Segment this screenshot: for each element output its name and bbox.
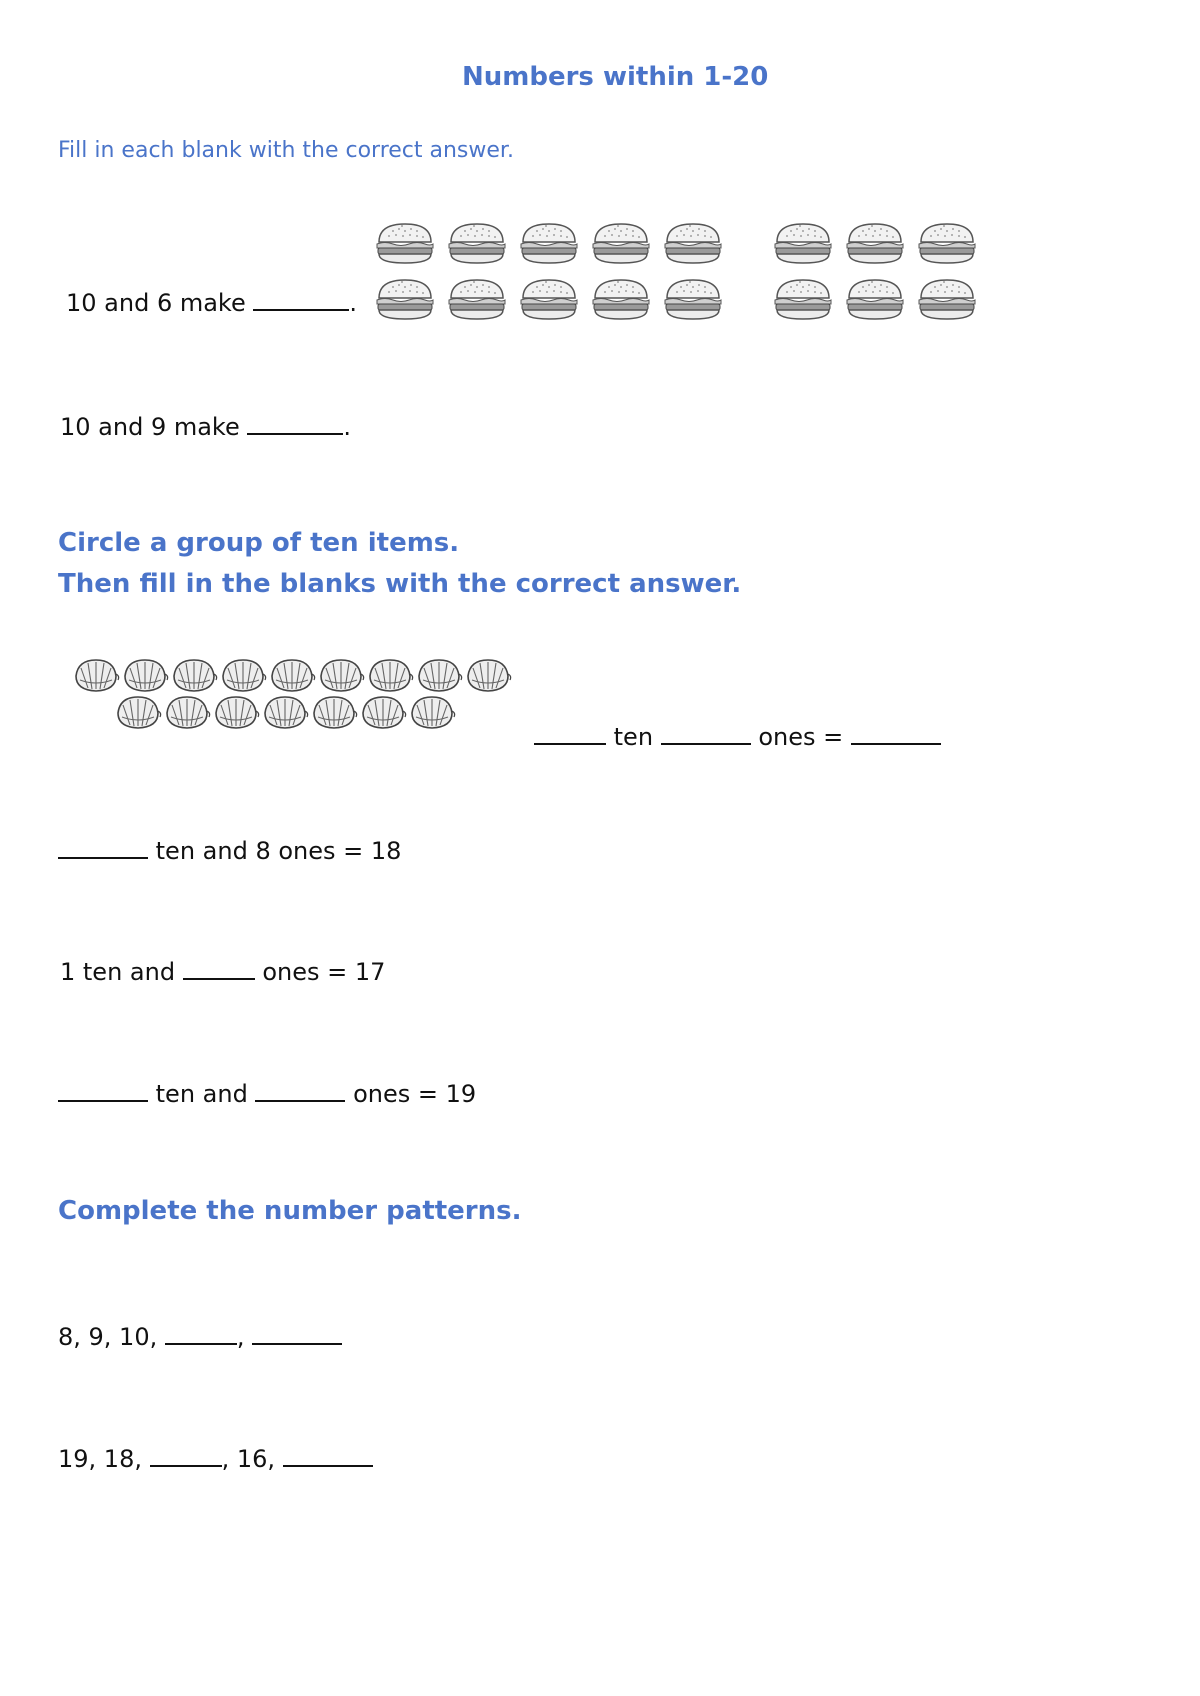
word-ten: ten: [613, 723, 654, 752]
shell-icon: [261, 693, 309, 731]
pattern-text: 8, 9, 10,: [58, 1323, 158, 1352]
total-blank[interactable]: [851, 718, 941, 745]
burger-group: [375, 222, 985, 332]
burger-icon: [375, 222, 435, 266]
tens-blank[interactable]: [58, 1075, 148, 1102]
ones-blank[interactable]: [183, 953, 255, 980]
shell-icon: [464, 656, 512, 694]
burger-icon: [375, 278, 435, 322]
shell-group: [72, 656, 512, 738]
tens-blank[interactable]: [534, 718, 606, 745]
question-text: 10 and 9 make: [60, 413, 240, 442]
pattern-blank-2[interactable]: [252, 1318, 342, 1345]
burger-icon: [773, 278, 833, 322]
burger-icon: [447, 278, 507, 322]
burger-icon: [917, 222, 977, 266]
burger-icon: [917, 278, 977, 322]
question-text: ten and 8 ones = 18: [155, 837, 402, 866]
instruction-circle-ten: Circle a group of ten items.: [58, 528, 460, 558]
question-ten-and-8-ones: [58, 832, 401, 865]
pattern-blank-1[interactable]: [150, 1440, 222, 1467]
pattern-decreasing: [58, 1440, 373, 1473]
shell-icon: [359, 693, 407, 731]
burger-icon: [591, 278, 651, 322]
instruction-fill-blank: Fill in each blank with the correct answer.: [58, 138, 514, 163]
shell-icon: [163, 693, 211, 731]
pattern-text-mid: , 16,: [221, 1445, 276, 1474]
question-text-end: ones = 17: [262, 958, 386, 987]
burger-icon: [519, 278, 579, 322]
burger-icon: [663, 222, 723, 266]
ones-blank[interactable]: [255, 1075, 345, 1102]
shell-icon: [72, 656, 120, 694]
pattern-increasing: [58, 1318, 342, 1351]
tens-blank[interactable]: [58, 832, 148, 859]
question-text: 10 and 6 make: [66, 289, 246, 318]
question-period: .: [349, 289, 358, 318]
question-text: 1 ten and: [60, 958, 176, 987]
shell-icon: [268, 656, 316, 694]
pattern-comma: ,: [236, 1323, 245, 1352]
instruction-number-patterns: Complete the number patterns.: [58, 1196, 522, 1226]
shell-icon: [121, 656, 169, 694]
question-10-and-6: [66, 284, 357, 317]
burger-icon: [845, 222, 905, 266]
answer-blank[interactable]: [253, 284, 349, 311]
burger-icon: [663, 278, 723, 322]
shell-icon: [310, 693, 358, 731]
burger-icon: [773, 222, 833, 266]
shell-icon: [366, 656, 414, 694]
shell-icon: [219, 656, 267, 694]
shell-icon: [170, 656, 218, 694]
shell-icon: [212, 693, 260, 731]
question-text-mid: ten and: [155, 1080, 248, 1109]
word-ones-equals: ones =: [758, 723, 844, 752]
question-period: .: [343, 413, 352, 442]
burger-icon: [447, 222, 507, 266]
pattern-blank-1[interactable]: [165, 1318, 237, 1345]
answer-blank[interactable]: [247, 408, 343, 435]
pattern-text: 19, 18,: [58, 1445, 142, 1474]
burger-icon: [591, 222, 651, 266]
question-ten-ones-total: [534, 718, 941, 751]
question-1-ten-and-ones: [60, 953, 385, 986]
shell-icon: [408, 693, 456, 731]
shell-icon: [317, 656, 365, 694]
burger-icon: [845, 278, 905, 322]
instruction-fill-blanks: Then fill in the blanks with the correct answer.: [58, 569, 742, 599]
question-text-end: ones = 19: [353, 1080, 477, 1109]
question-ten-and-ones-19: [58, 1075, 476, 1108]
shell-icon: [114, 693, 162, 731]
shell-icon: [415, 656, 463, 694]
question-10-and-9: [60, 408, 351, 441]
ones-blank[interactable]: [661, 718, 751, 745]
burger-icon: [519, 222, 579, 266]
pattern-blank-2[interactable]: [283, 1440, 373, 1467]
page-title: Numbers within 1-20: [462, 62, 769, 92]
